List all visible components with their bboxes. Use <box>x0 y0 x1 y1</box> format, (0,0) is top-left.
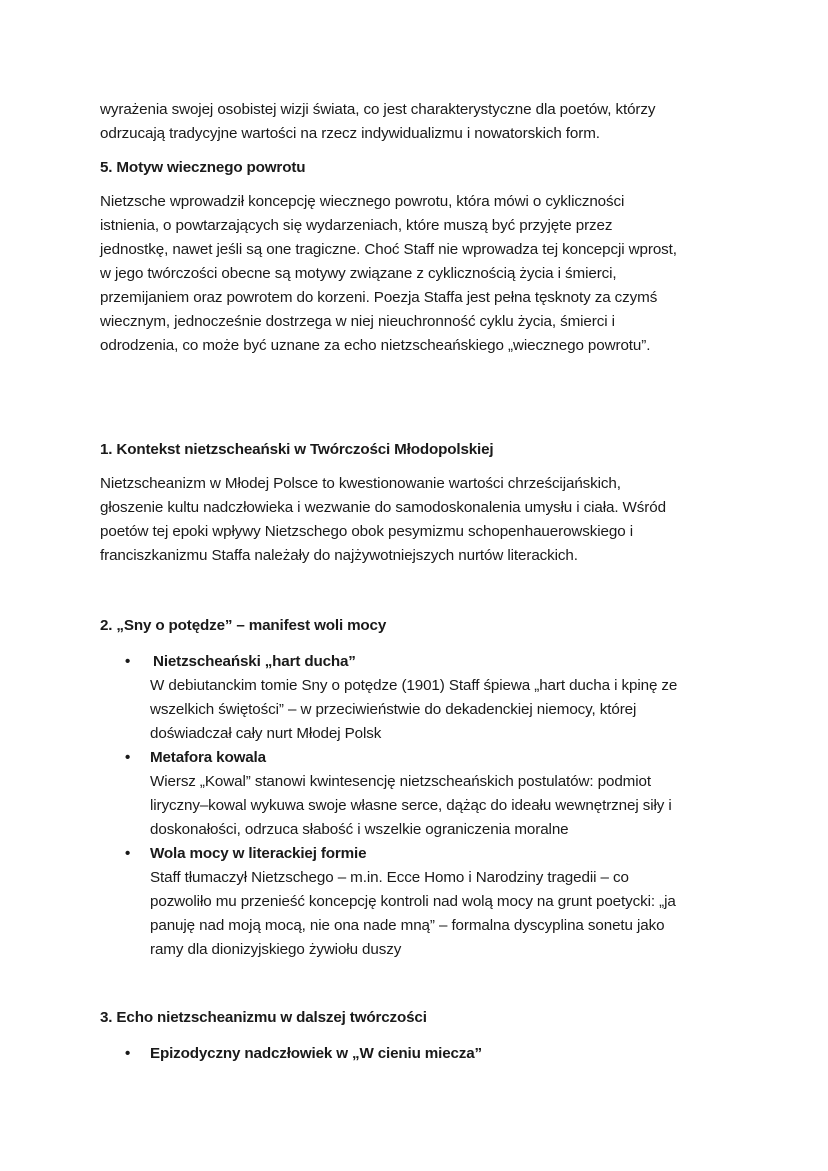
list-item <box>100 650 760 746</box>
paragraph-line: odrodzenia, co może być uznane za echo nietzscheańskiego „wiecznego powrotu”. <box>100 337 651 354</box>
paragraph-line: wiecznym, jednocześnie dostrzega w niej nieuchronność cyklu życia, śmierci i <box>100 313 615 330</box>
paragraph-line: panuję nad moją mocą, nie ona nade mną” – formalna dyscyplina sonetu jako <box>150 917 665 934</box>
list-item <box>100 842 760 962</box>
section-heading: 1. Kontekst nietzscheański w Twórczości Młodopolskiej <box>100 441 494 458</box>
paragraph-line: franciszkanizmu Staffa należały do najżywotniejszych nurtów literackich. <box>100 547 578 564</box>
paragraph-line: pozwoliło mu przenieść koncepcję kontroli nad wolą mocy na grunt poetycki: „ja <box>150 893 676 910</box>
paragraph-line: Nietzsche wprowadził koncepcję wiecznego powrotu, która mówi o cykliczności <box>100 193 625 210</box>
paragraph-line: wszelkich świętości” – w przeciwieństwie do dekadenckiej niemocy, której <box>150 701 637 718</box>
paragraph-line: ramy dla dionizyjskiego żywiołu duszy <box>150 941 402 958</box>
paragraph-line: istnienia, o powtarzających się wydarzeniach, które muszą być przyjęte przez <box>100 217 613 234</box>
paragraph-line: przemijaniem oraz powrotem do korzeni. Poezja Staffa jest pełna tęsknoty za czymś <box>100 289 658 306</box>
section-2 <box>100 614 760 638</box>
paragraph-line: liryczny–kowal wykuwa swoje własne serce, dążąc do ideału wewnętrznej siły i <box>150 797 672 814</box>
section-heading: 3. Echo nietzscheanizmu w dalszej twórczości <box>100 1009 427 1026</box>
section-heading: 2. „Sny o potędze” – manifest woli mocy <box>100 617 387 634</box>
list-item <box>100 746 760 842</box>
list-item <box>100 1042 760 1066</box>
list-item-title: Metafora kowala <box>150 749 266 766</box>
section-2-list <box>100 650 760 962</box>
section-5 <box>100 156 760 180</box>
paragraph-line: Nietzscheanizm w Młodej Polsce to kwestionowanie wartości chrześcijańskich, <box>100 475 621 492</box>
paragraph-line: jednostkę, nawet jeśli są one tragiczne. Choć Staff nie wprowadza tej koncepcji wprost, <box>100 241 677 258</box>
section-heading: 5. Motyw wiecznego powrotu <box>100 159 306 176</box>
section-1 <box>100 438 760 462</box>
list-item-title: Wola mocy w literackiej formie <box>150 845 367 862</box>
bullet-icon: • <box>125 1045 131 1062</box>
section-5-paragraph <box>100 190 760 358</box>
paragraph-line: wyrażenia swojej osobistej wizji świata, co jest charakterystyczne dla poetów, którzy <box>100 101 656 118</box>
paragraph-line: doświadczał cały nurt Młodej Polsk <box>150 725 382 742</box>
section-3 <box>100 1006 760 1030</box>
section-1-paragraph <box>100 472 760 568</box>
paragraph-line: Staff tłumaczył Nietzschego – m.in. Ecce Homo i Narodziny tragedii – co <box>150 869 629 886</box>
list-item-title: Nietzscheański „hart ducha” <box>153 653 356 670</box>
bullet-icon: • <box>125 845 131 862</box>
paragraph-line: W debiutanckim tomie Sny o potędze (1901) Staff śpiewa „hart ducha i kpinę ze <box>150 677 678 694</box>
bullet-icon: • <box>125 749 131 766</box>
bullet-icon: • <box>125 653 131 670</box>
intro-paragraph <box>100 98 760 146</box>
paragraph-line: Wiersz „Kowal” stanowi kwintesencję nietzscheańskich postulatów: podmiot <box>150 773 651 790</box>
section-3-list <box>100 1042 760 1066</box>
paragraph-line: w jego twórczości obecne są motywy związane z cyklicznością życia i śmierci, <box>100 265 617 282</box>
paragraph-line: głoszenie kultu nadczłowieka i wezwanie do samodoskonalenia umysłu i ciała. Wśród <box>100 499 666 516</box>
paragraph-line: doskonałości, odrzuca słabość i wszelkie ograniczenia moralne <box>150 821 569 838</box>
paragraph-line: odrzucają tradycyjne wartości na rzecz indywidualizmu i nowatorskich form. <box>100 125 600 142</box>
paragraph-line: poetów tej epoki wpływy Nietzschego obok pesymizmu schopenhauerowskiego i <box>100 523 633 540</box>
list-item-title: Epizodyczny nadczłowiek w „W cieniu miecza” <box>150 1045 482 1062</box>
